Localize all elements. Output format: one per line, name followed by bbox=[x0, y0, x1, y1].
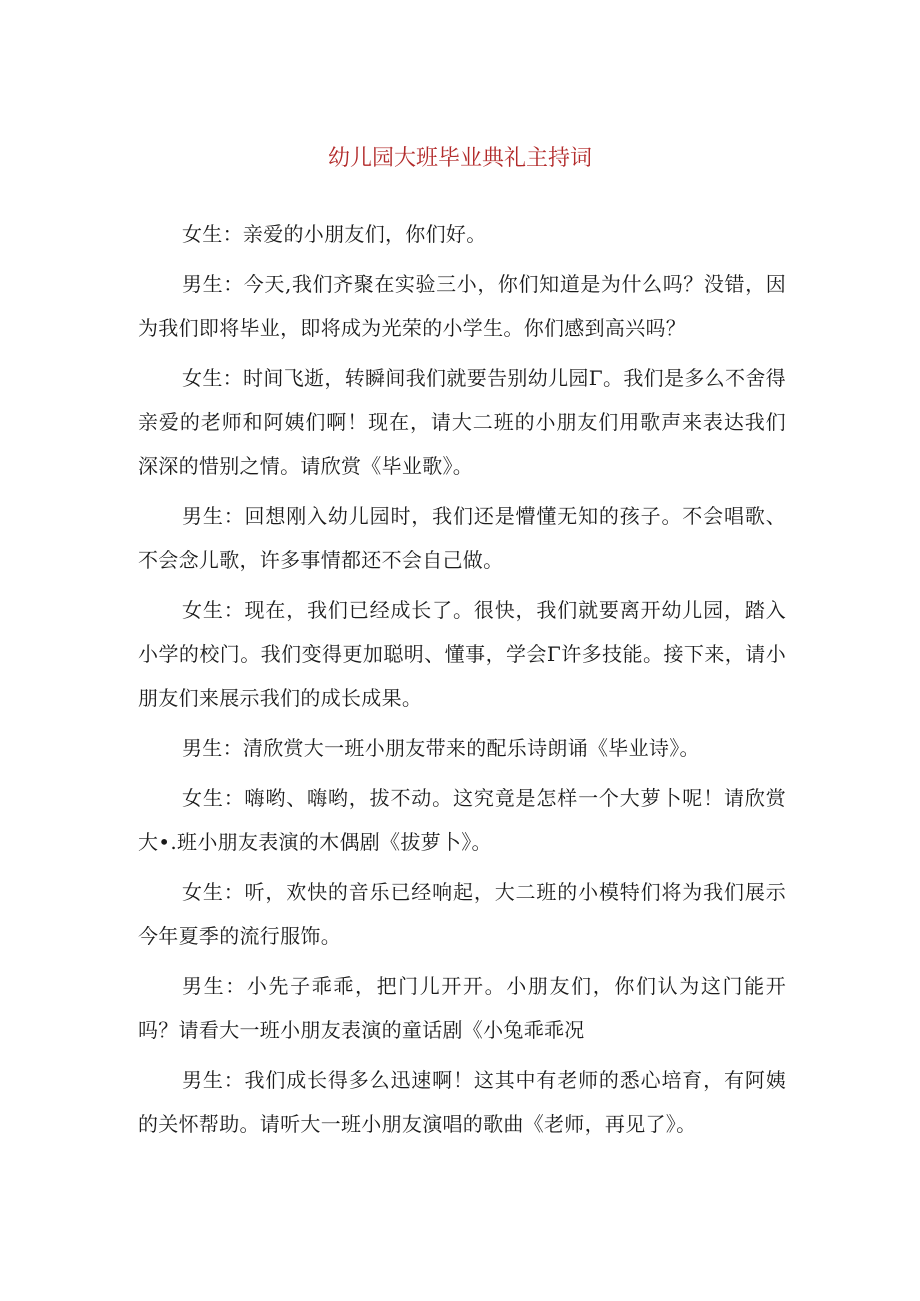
paragraph: 男生：清欣赏大一班小朋友带来的配乐诗朗诵《毕业诗》。 bbox=[182, 736, 700, 760]
document-title: 幼儿园大班毕业典礼主持词 bbox=[327, 146, 592, 171]
paragraph: 女生：现在，我们已经成长了。很快，我们就要离开幼儿园，踏入小学的校门。我们变得更加聪明、懂事，学会Γ许多技能。接下来，请小朋友们来展示我们的成长成果。 bbox=[138, 598, 786, 710]
paragraph: 女生：亲爱的小朋友们，你们好。 bbox=[182, 222, 487, 246]
paragraph: 男生：小先子乖乖，把门儿开开。小朋友们，你们认为这门能开吗？请看大一班小朋友表演的童话剧《小兔乖乖况 bbox=[138, 974, 786, 1042]
document-body bbox=[138, 212, 786, 1152]
paragraph: 男生：今天,我们齐聚在实验三小，你们知道是为什么吗？没错，因为我们即将毕业，即将成为光荣的小学生。你们感到高兴吗？ bbox=[138, 272, 786, 340]
paragraph: 男生：我们成长得多么迅速啊！这其中有老师的悉心培育，有阿姨的关怀帮助。请听大一班小朋友演唱的歌曲《老师，再见了》。 bbox=[138, 1068, 786, 1136]
paragraph: 女生：时间飞逝，转瞬间我们就要告别幼儿园Γ。我们是多么不舍得亲爱的老师和阿姨们啊！现在，请大二班的小朋友们用歌声来表达我们深深的惜别之情。请欣赏《毕业歌》。 bbox=[138, 366, 786, 478]
paragraph: 女生：听，欢快的音乐已经响起，大二班的小模特们将为我们展示今年夏季的流行服饰。 bbox=[138, 880, 786, 948]
paragraph: 女生：嗨哟、嗨哟，拔不动。这究竟是怎样一个大萝卜呢！请欣赏大•.班小朋友表演的木偶剧《拔萝卜》。 bbox=[138, 786, 786, 854]
paragraph: 男生：回想刚入幼儿园时，我们还是懵懂无知的孩子。不会唱歌、不会念儿歌，许多事情都还不会自己做。 bbox=[138, 504, 786, 572]
